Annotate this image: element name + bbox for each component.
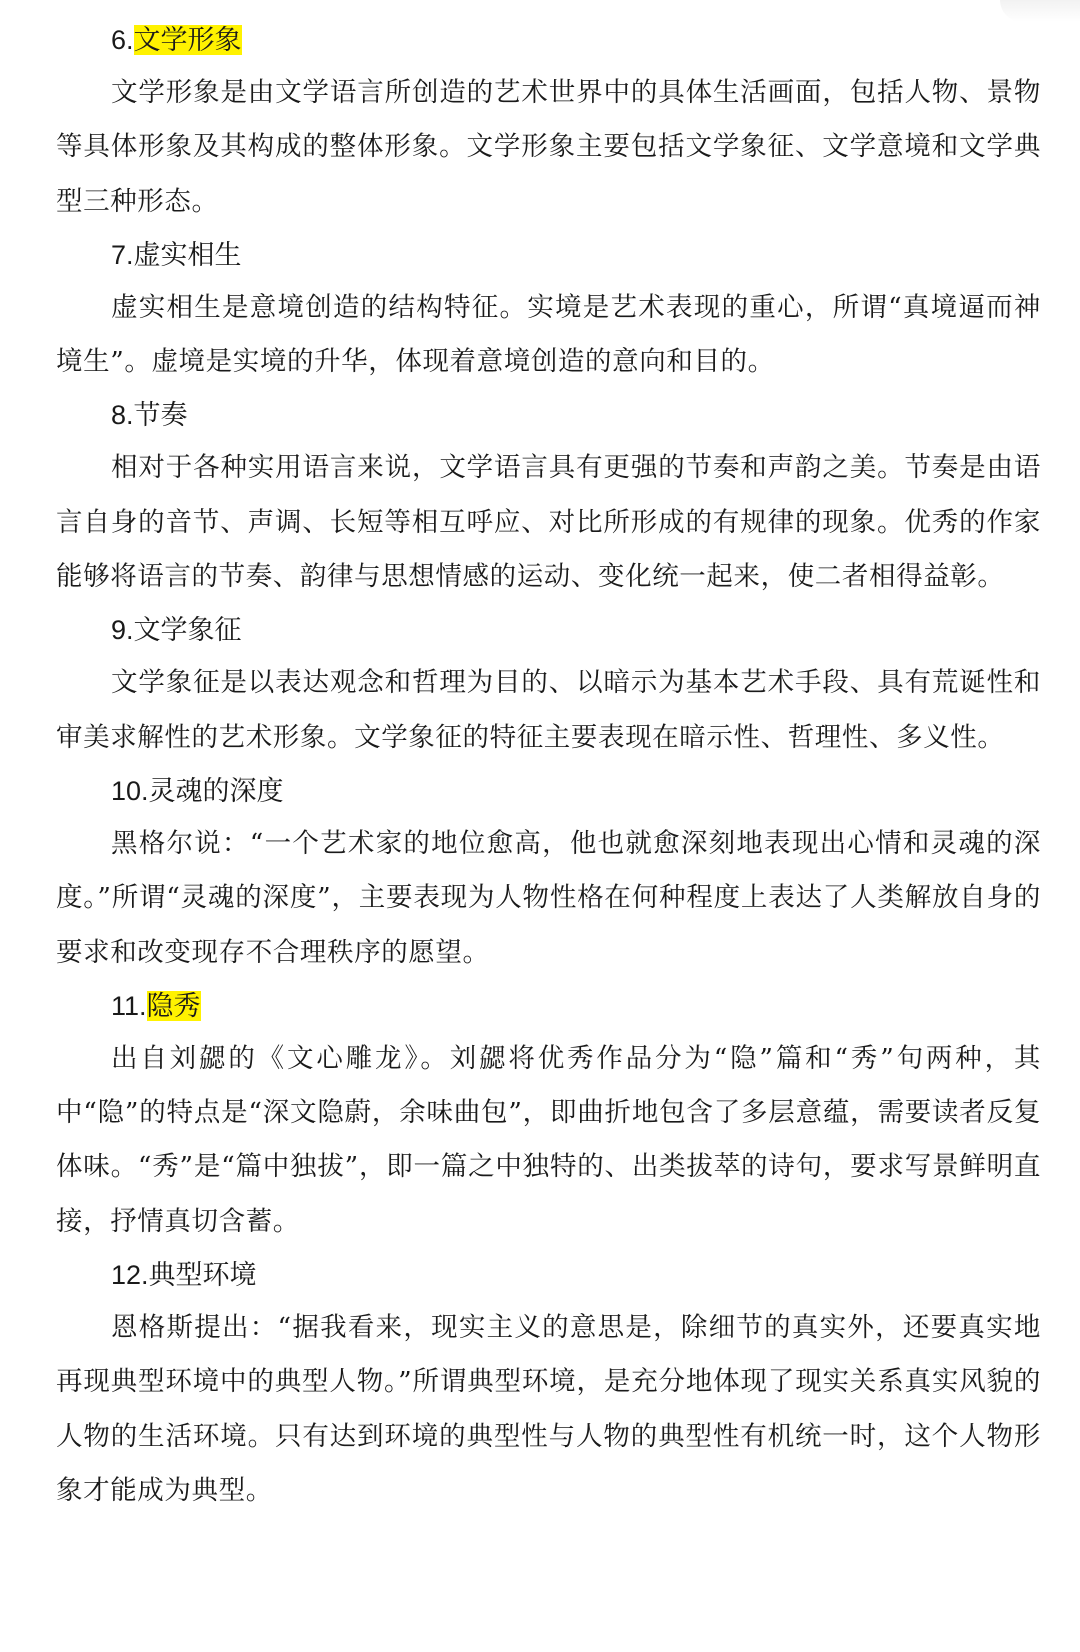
section-number: 11. [111, 990, 147, 1021]
section-11 [56, 980, 1041, 1249]
section-12 [56, 1249, 1041, 1518]
section-8 [56, 389, 1041, 604]
section-number: 8. [111, 400, 134, 431]
section-heading [56, 1249, 1041, 1301]
section-9 [56, 604, 1041, 765]
section-heading [56, 980, 1041, 1032]
section-paragraph: 黑格尔说：“一个艺术家的地位愈高，他也就愈深刻地表现出心情和灵魂的深度。”所谓“灵魂的深度”，主要表现为人物性格在何种程度上表达了人类解放自身的要求和改变现存不合理秩序的愿望。 [56, 827, 1041, 968]
document-page [56, 14, 1041, 1518]
section-title: 文学象征 [133, 615, 242, 646]
section-number: 9. [111, 615, 134, 646]
section-number: 6. [111, 25, 134, 55]
section-heading [56, 604, 1041, 656]
section-7 [56, 229, 1041, 390]
section-10 [56, 765, 1041, 980]
section-heading [56, 229, 1041, 281]
section-paragraph: 文学形象是由文学语言所创造的艺术世界中的具体生活画面，包括人物、景物等具体形象及其构成的整体形象。文学形象主要包括文学象征、文学意境和文学典型三种形态。 [56, 77, 1041, 217]
section-6 [56, 14, 1041, 229]
section-heading [56, 765, 1041, 817]
section-title: 节奏 [133, 400, 188, 431]
section-heading [56, 14, 1041, 66]
section-title: 典型环境 [148, 1260, 257, 1291]
section-paragraph: 相对于各种实用语言来说，文学语言具有更强的节奏和声韵之美。节奏是由语言自身的音节、声调、长短等相互呼应、对比所形成的有规律的现象。优秀的作家能够将语言的节奏、韵律与思想情感的运动、变化统一起来，使二者相得益彰。 [56, 452, 1041, 593]
section-number: 12. [111, 1260, 149, 1291]
section-number: 10. [111, 775, 149, 806]
section-title: 文学形象 [133, 25, 242, 55]
section-number: 7. [111, 239, 134, 270]
section-paragraph: 虚实相生是意境创造的结构特征。实境是艺术表现的重心，所谓“真境逼而神境生”。虚境是实境的升华，体现着意境创造的意向和目的。 [56, 291, 1041, 378]
section-title: 灵魂的深度 [148, 775, 284, 806]
section-heading [56, 389, 1041, 441]
section-paragraph: 出自刘勰的《文心雕龙》。刘勰将优秀作品分为“隐”篇和“秀”句两种，其中“隐”的特点是“深文隐蔚，余味曲包”，即曲折地包含了多层意蕴，需要读者反复体味。“秀”是“篇中独拔”，即一篇之中独特的、出类拔萃的诗句，要求写景鲜明直接，抒情真切含蓄。 [56, 1042, 1041, 1237]
section-title: 隐秀 [146, 990, 201, 1021]
section-paragraph: 恩格斯提出：“据我看来，现实主义的意思是，除细节的真实外，还要真实地再现典型环境中的典型人物。”所谓典型环境，是充分地体现了现实关系真实风貌的人物的生活环境。只有达到环境的典型性与人物的典型性有机统一时，这个人物形象才能成为典型。 [56, 1312, 1041, 1506]
section-title: 虚实相生 [133, 239, 242, 270]
section-paragraph: 文学象征是以表达观念和哲理为目的、以暗示为基本艺术手段、具有荒诞性和审美求解性的艺术形象。文学象征的特征主要表现在暗示性、哲理性、多义性。 [56, 667, 1041, 753]
